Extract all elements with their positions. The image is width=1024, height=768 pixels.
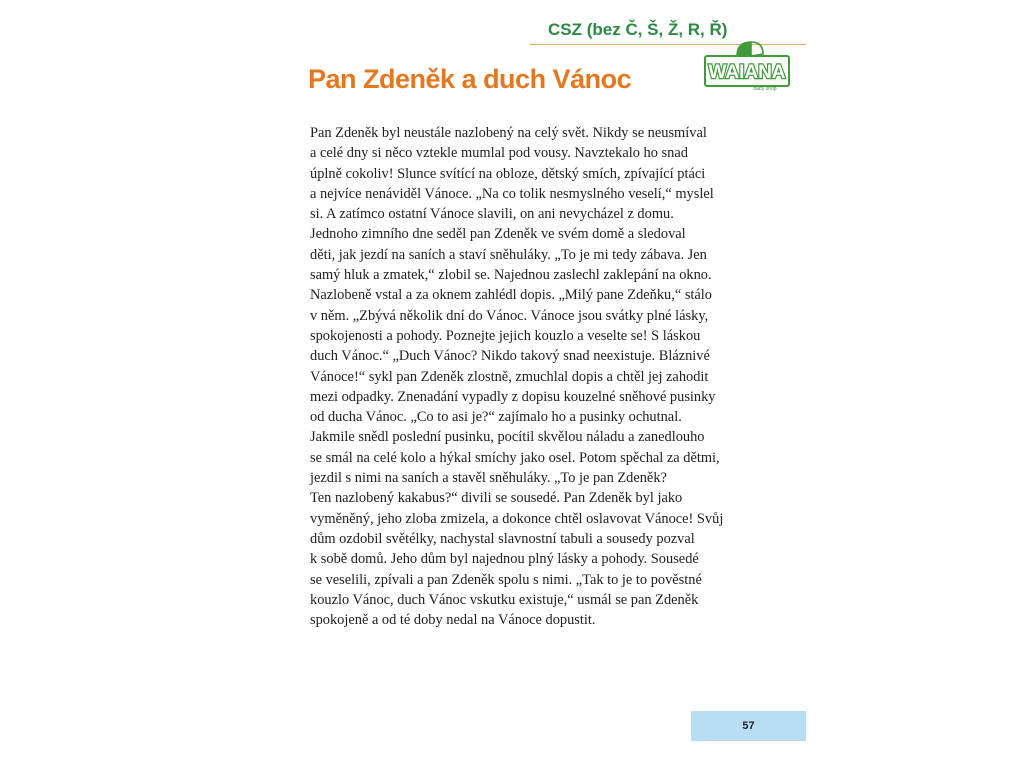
story-text — [310, 123, 730, 630]
story-line: samý hluk a zmatek,“ zlobil se. Najednou zaslechl zaklepání na okno. — [310, 267, 712, 284]
story-line: k sobě domů. Jeho dům byl najednou plný lásky a pohody. Sousedé — [310, 551, 699, 568]
story-line: spokojenosti a pohody. Poznejte jejich kouzlo a veselte se! S láskou — [310, 327, 701, 344]
story-line: Vánoce!“ sykl pan Zdeněk zlostně, zmuchlal dopis a chtěl jej zahodit — [310, 368, 709, 385]
story-line: v něm. „Zbývá několik dní do Vánoc. Vánoce jsou svátky plné lásky, — [310, 307, 709, 324]
page-number: 57 — [742, 720, 755, 732]
story-line: kouzlo Vánoc, duch Vánoc vskutku existuje,“ usmál se pan Zdeněk — [310, 591, 699, 608]
story-line: Ten nazlobený kakabus?“ divili se sousedé. Pan Zdeněk byl jako — [310, 490, 683, 507]
story-title: Pan Zdeněk a duch Vánoc — [308, 64, 632, 94]
logo-brand: WAIANA — [708, 62, 786, 83]
story-line: Nazlobeně vstal a za oknem zahlédl dopis. „Milý pane Zdeňku,“ stálo — [310, 287, 713, 304]
waiana-logo — [703, 38, 791, 92]
story-line: dům ozdobil světélky, nachystal slavnostní tabuli a sousedy pozval — [310, 530, 695, 547]
story-line: Jednoho zimního dne seděl pan Zdeněk ve svém domě a sledoval — [310, 226, 686, 243]
story-line: a nejvíce nenáviděl Vánoce. „Na co tolik nesmyslného veselí,“ myslel — [310, 185, 714, 202]
story-line: úplně cokoliv! Slunce svítící na obloze, dětský smích, zpívající ptáci — [310, 165, 706, 182]
header-label: CSZ (bez Č, Š, Ž, R, Ř) — [548, 20, 728, 39]
story-line: spokojeně a od té doby nedal na Vánoce dopustit. — [310, 612, 596, 629]
page-number-box — [691, 711, 806, 741]
story-line: duch Vánoc.“ „Duch Vánoc? Nikdo takový snad neexistuje. Bláznivé — [310, 348, 710, 365]
story-line: od ducha Vánoc. „Co to asi je?“ zajímalo ho a pusinky ochutnal. — [310, 409, 682, 426]
story-line: Jakmile snědl poslední pusinku, pocítil skvělou náladu a zanedlouho — [310, 429, 705, 446]
story-line: děti, jak jezdí na saních a staví sněhuláky. „To je mi tedy zábava. Jen — [310, 246, 707, 263]
logo-tagline: baby shop — [753, 86, 777, 92]
story-line: se veselili, zpívali a pan Zdeněk spolu s nimi. „Tak to je to pověstné — [310, 571, 702, 588]
story-line: Pan Zdeněk byl neustále nazlobený na celý svět. Nikdy se neusmíval — [310, 125, 707, 141]
story-line: a celé dny si něco vztekle mumlal pod vousy. Navztekalo ho snad — [310, 145, 688, 162]
story-line: jezdil s nimi na saních a stavěl sněhuláky. „To je pan Zdeněk? — [310, 470, 667, 487]
story-line: vyměněný, jeho zloba zmizela, a dokonce chtěl oslavovat Vánoce! Svůj — [310, 510, 724, 527]
story-line: mezi odpadky. Znenadání vypadly z dopisu kouzelné sněhové pusinky — [310, 388, 716, 405]
story-line: si. A zatímco ostatní Vánoce slavili, on ani nevycházel z domu. — [310, 206, 674, 223]
story-line: se smál na celé kolo a hýkal smíchy jako osel. Potom spěchal za dětmi, — [310, 449, 720, 466]
